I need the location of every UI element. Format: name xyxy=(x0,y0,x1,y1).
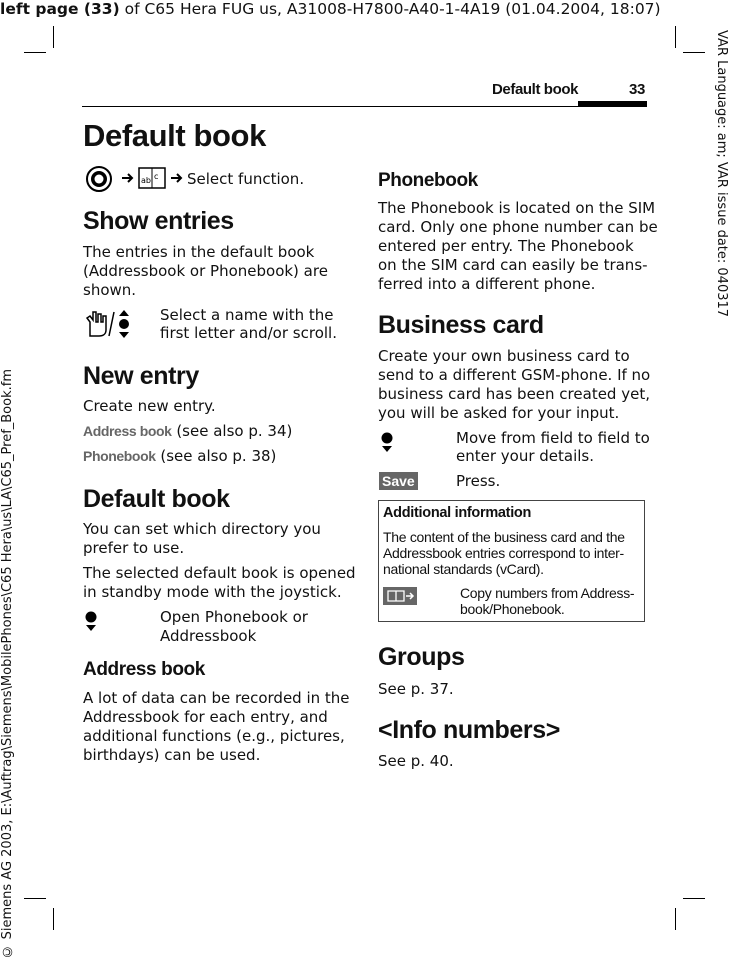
option-label: Phonebook xyxy=(83,448,156,464)
text-line: The selected default book is opened xyxy=(83,564,356,582)
instruction-text: first letter and/or scroll. xyxy=(160,324,337,342)
text-line: Create new entry. xyxy=(83,397,216,415)
crop-mark xyxy=(675,908,676,930)
heading-address-book: Address book xyxy=(83,659,205,680)
text-line: on the SIM card can easily be trans- xyxy=(378,256,648,274)
crop-mark xyxy=(683,52,705,53)
crop-mark xyxy=(24,898,46,899)
text-line: shown. xyxy=(83,281,137,299)
crop-mark xyxy=(53,26,54,48)
text-line: birthdays) can be used. xyxy=(83,746,261,764)
text-line: A lot of data can be recorded in the xyxy=(83,689,350,707)
menu-option-address-book xyxy=(83,422,292,441)
instruction-text: Open Phonebook or xyxy=(160,608,308,626)
heading-groups: Groups xyxy=(378,643,465,671)
heading-business-card: Business card xyxy=(378,311,544,339)
page-number: 33 xyxy=(629,81,645,98)
instruction-text: Addressbook xyxy=(160,627,257,645)
text-line: See p. 40. xyxy=(378,752,454,770)
instruction-text: Press. xyxy=(456,472,501,490)
instruction-text: Move from field to field to xyxy=(456,429,650,447)
text-line: (Addressbook or Phonebook) are xyxy=(83,262,328,280)
heading-new-entry: New entry xyxy=(83,362,199,390)
keypad-scroll-icon xyxy=(84,308,134,340)
crop-mark xyxy=(53,908,54,930)
text-line: national standards (vCard). xyxy=(383,561,544,577)
print-header-bold: left page (33) xyxy=(0,0,120,18)
heading-info-numbers: <Info numbers> xyxy=(378,716,560,744)
book-copy-icon xyxy=(383,587,417,605)
running-header-title: Default book xyxy=(492,81,579,98)
crop-mark xyxy=(675,26,676,48)
svg-text:ab: ab xyxy=(141,176,151,185)
header-rule xyxy=(82,106,647,107)
text-line: send to a different GSM-phone. If no xyxy=(378,366,651,384)
text-line: additional functions (e.g., pictures, xyxy=(83,727,345,745)
joystick-down-icon xyxy=(84,610,98,634)
save-softkey xyxy=(379,471,418,490)
nav-instruction: Select function. xyxy=(187,170,305,188)
side-text-right: VAR Language: am; VAR issue date: 040317 xyxy=(714,30,729,318)
option-text: (see also p. 38) xyxy=(155,447,277,465)
instruction-text: Select a name with the xyxy=(160,306,334,324)
text-line: See p. 37. xyxy=(378,680,454,698)
info-box-title: Additional information xyxy=(383,505,532,521)
crop-mark xyxy=(24,52,46,53)
arrow-right-icon xyxy=(170,171,184,185)
phonebook-icon xyxy=(137,166,167,190)
instruction-text: book/Phonebook. xyxy=(460,601,565,617)
option-label: Address book xyxy=(83,423,172,439)
heading-phonebook: Phonebook xyxy=(378,170,478,191)
print-header-rest: of C65 Hera FUG us, A31008-H7800-A40-1-4A19 (01.04.2004, 18:07) xyxy=(119,0,661,18)
page-title: Default book xyxy=(83,118,266,153)
text-line: You can set which directory you xyxy=(83,520,321,538)
save-softkey-label: Save xyxy=(379,472,418,490)
side-text-left: © Siemens AG 2003, E:\Auftrag\Siemens\MobilePhones\C65 Hera\us\LA\C65_Pref_Book.fm xyxy=(0,369,15,959)
text-line: The entries in the default book xyxy=(83,243,315,261)
arrow-right-icon xyxy=(121,171,135,185)
menu-option-phonebook xyxy=(83,447,276,466)
text-line: The content of the business card and the xyxy=(383,529,625,545)
print-header-line xyxy=(0,0,661,18)
heading-show-entries: Show entries xyxy=(83,207,234,235)
text-line: Addressbook for each entry, and xyxy=(83,708,328,726)
text-line: Create your own business card to xyxy=(378,347,630,365)
text-line: in standby mode with the joystick. xyxy=(83,583,342,601)
additional-info-box xyxy=(378,500,645,622)
joystick-press-icon xyxy=(85,166,113,192)
joystick-down-icon xyxy=(380,431,394,455)
text-line: entered per entry. The Phonebook xyxy=(378,237,634,255)
svg-text:c: c xyxy=(154,172,159,181)
text-line: prefer to use. xyxy=(83,539,185,557)
text-line: The Phonebook is located on the SIM xyxy=(378,199,656,217)
option-text: (see also p. 34) xyxy=(171,422,293,440)
text-line: ferred into a different phone. xyxy=(378,275,596,293)
crop-mark xyxy=(683,898,705,899)
text-line: Addressbook entries correspond to inter- xyxy=(383,545,624,561)
instruction-text: Copy numbers from Address- xyxy=(460,585,635,601)
text-line: business card has been created yet, xyxy=(378,385,650,403)
heading-default-book: Default book xyxy=(83,485,230,513)
text-line: you will be asked for your input. xyxy=(378,404,620,422)
text-line: card. Only one phone number can be xyxy=(378,218,658,236)
instruction-text: enter your details. xyxy=(456,447,595,465)
